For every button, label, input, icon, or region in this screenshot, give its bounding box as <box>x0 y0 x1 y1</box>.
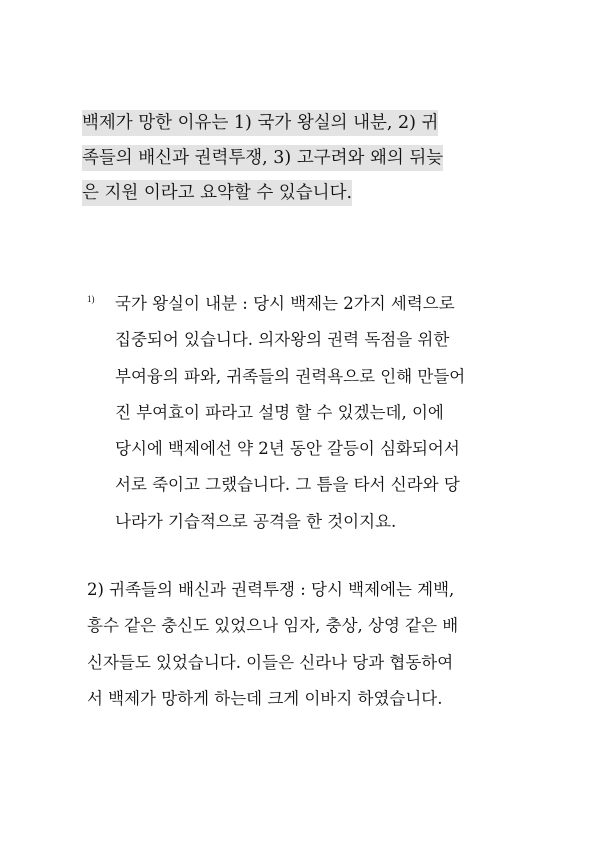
footnote-line: 부여융의 파와, 귀족들의 권력욕으로 인해 만들어 <box>115 366 466 386</box>
summary-line <box>82 106 522 141</box>
footnote-marker: 1) <box>87 294 95 304</box>
paragraph-line: 2) 귀족들의 배신과 권력투쟁 : 당시 백제에는 계백, <box>87 580 455 599</box>
footnote-body <box>115 286 465 540</box>
footnote-line: 집중되어 있습니다. 의자왕의 권력 독점을 위한 <box>115 330 450 350</box>
paragraph-line: 신자들도 있었습니다. 이들은 신라나 당과 협동하여 <box>87 652 454 672</box>
highlighted-text: 은 지원 이라고 요약할 수 있습니다. <box>82 180 352 206</box>
highlighted-text: 족들의 배신과 권력투쟁, 3) 고구려와 왜의 뒤늦 <box>82 145 443 171</box>
summary-line <box>82 141 522 176</box>
summary-line <box>82 176 522 211</box>
footnote-line: 진 부여효이 파라고 설명 할 수 있겠는데, 이에 <box>115 402 444 422</box>
footnote-line: 당시에 백제에선 약 2년 동안 갈등이 심화되어서 <box>115 439 460 459</box>
paragraph-2 <box>87 572 517 717</box>
paragraph-line: 흥수 같은 충신도 있었으나 임자, 충상, 상영 같은 배 <box>87 616 459 636</box>
summary-paragraph <box>82 106 522 211</box>
footnote-line: 나라가 기습적으로 공격을 한 것이지요. <box>115 511 397 531</box>
paragraph-line: 서 백제가 망하게 하는데 크게 이바지 하였습니다. <box>87 688 443 708</box>
footnote-line: 서로 죽이고 그랬습니다. 그 틈을 타서 신라와 당 <box>115 475 460 495</box>
footnote-line: 국가 왕실이 내분 : 당시 백제는 2가지 세력으로 <box>115 294 455 313</box>
highlighted-text: 백제가 망한 이유는 1) 국가 왕실의 내분, 2) 귀 <box>82 110 438 136</box>
